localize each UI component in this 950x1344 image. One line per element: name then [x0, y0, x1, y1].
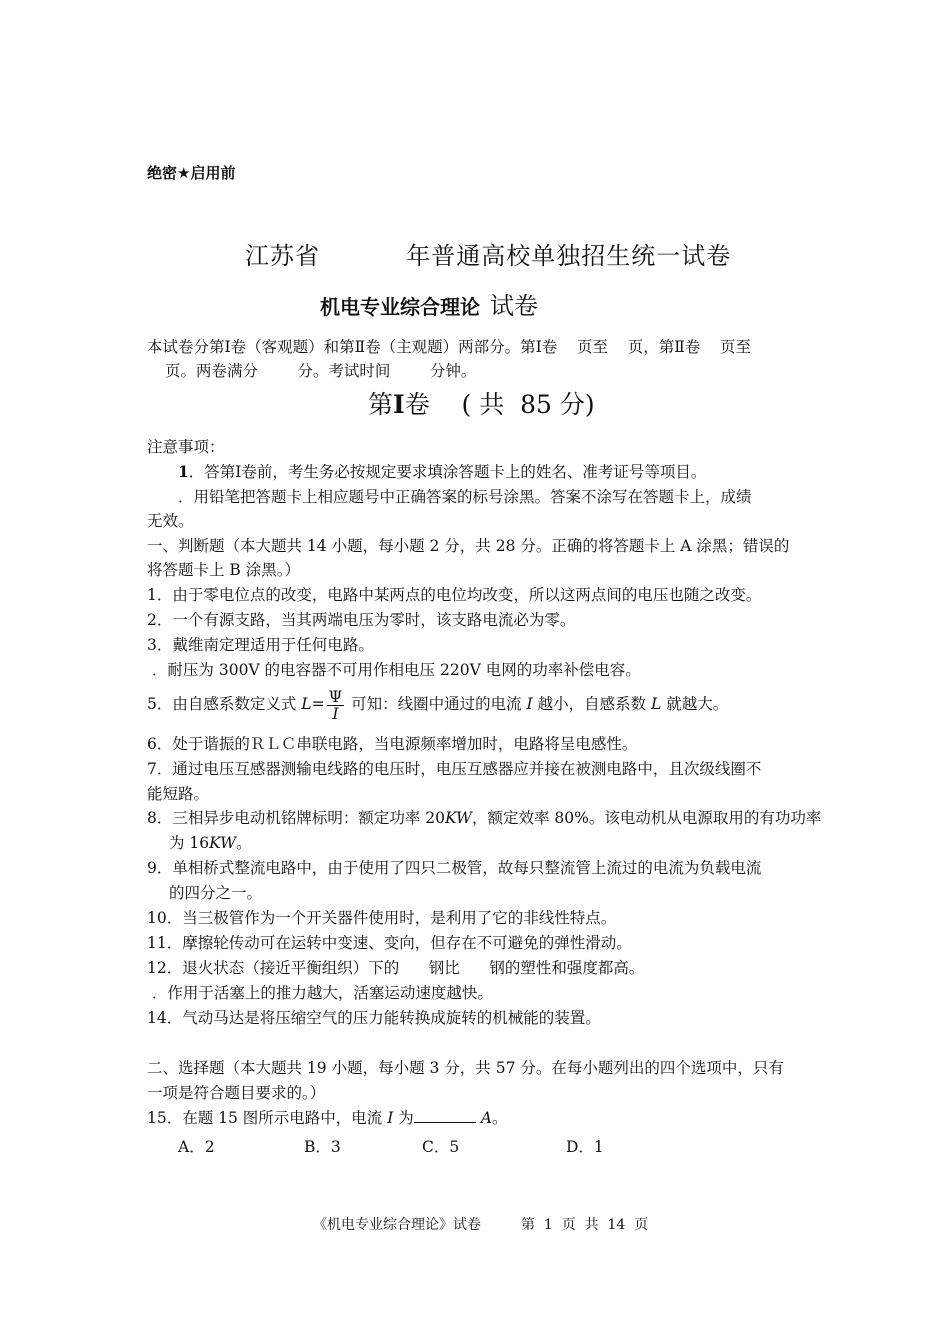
question-9: 9．单相桥式整流电路中，由于使用了四只二极管，故每只整流管上流过的电流为负载电流: [147, 859, 762, 877]
q5-frac-den: I: [332, 704, 339, 723]
q8-text-b: ，额定效率 80%。该电动机从电源取用的有功功率: [471, 809, 822, 827]
q5-L2: L: [651, 695, 662, 713]
notes-heading: 注意事项：: [147, 438, 225, 456]
question-11: 11．摩擦轮传动可在运转中变速、变向，但存在不可避免的弹性滑动。: [147, 934, 632, 952]
q8-kw1: KW: [445, 809, 472, 827]
q5-I: I: [526, 695, 533, 713]
note-2: ．用铅笔把答题卡上相应题号中正确答案的标号涂黑。答案不涂写在答题卡上，成绩: [178, 488, 752, 506]
volume-heading: [368, 385, 595, 421]
question-15: [147, 1106, 817, 1131]
section1-heading-cont: 将答题卡上 B 涂黑。）: [147, 561, 300, 579]
option-a: A．2: [178, 1138, 215, 1156]
q5-fraction: [327, 689, 345, 722]
question-10: 10．当三极管作为一个开关器件使用时，是利用了它的非线性特点。: [147, 909, 617, 927]
section2-heading: 二、选择题（本大题共 19 小题，每小题 3 分，共 57 分。在每小题列出的四个选项中，只有: [147, 1059, 784, 1077]
question-6: 6．处于谐振的ＲＬＣ串联电路，当电源频率增加时，电路将呈电感性。: [147, 735, 638, 753]
section2-heading-cont: 一项是符合题目要求的。）: [147, 1084, 326, 1102]
page-footer: [313, 1214, 648, 1234]
subject-suffix: 试卷: [490, 292, 538, 320]
volume-suffix: 卷 ( 共 85 分): [404, 390, 595, 419]
question-5: [147, 683, 817, 725]
intro-line: 本试卷分第Ⅰ卷（客观题）和第Ⅱ卷（主观题）两部分。第Ⅰ卷 页至 页，第Ⅱ卷 页至: [147, 338, 751, 356]
question-7: 7．通过电压互感器测输电线路的电压时，电压互感器应并接在被测电路中，且次级线圈不: [147, 760, 762, 778]
q15-I: I: [387, 1109, 394, 1127]
volume-roman: I: [393, 390, 405, 419]
section1-heading: 一、判断题（本大题共 14 小题，每小题 2 分，共 28 分。正确的将答题卡上 A 涂黑；错误的: [147, 537, 790, 555]
note-1-text: ．答第Ⅰ卷前，考生务必按规定要求填涂答题卡上的姓名、准考证号等项目。: [188, 463, 707, 481]
option-b: B．3: [304, 1138, 341, 1156]
subject-title: [320, 286, 538, 321]
volume-prefix: 第: [368, 390, 394, 419]
q15-end: 。: [491, 1109, 508, 1127]
question-9-cont: 的四分之一。: [169, 884, 263, 902]
question-12: 12．退火状态（接近平衡组织）下的 钢比 钢的塑性和强度都高。: [147, 959, 645, 977]
subject-name: 机电专业综合理论: [320, 295, 480, 319]
q8-text-c: 为 16: [169, 834, 210, 852]
note-2-cont: 无效。: [147, 512, 194, 530]
q8-text-d: 。: [236, 834, 252, 852]
q15-text-b: 为: [393, 1109, 414, 1127]
exam-title: 江苏省 年普通高校单独招生统一试卷: [245, 242, 732, 270]
q5-eq: =: [311, 695, 325, 713]
note-1: [178, 460, 848, 485]
q5-frac-num: Ψ: [328, 687, 343, 706]
question-2: 2．一个有源支路，当其两端电压为零时，该支路电流必为零。: [147, 611, 576, 629]
confidential-label: 绝密★启用前: [147, 164, 236, 182]
question-14: 14．气动马达是将压缩空气的压力能转换成旋转的机械能的装置。: [147, 1009, 601, 1027]
footer-title: 《机电专业综合理论》试卷: [313, 1217, 481, 1233]
q8-text-a: 8．三相异步电动机铭牌标明：额定功率 20: [147, 809, 446, 827]
q5-text-a: 5．由自感系数定义式: [147, 695, 302, 713]
q5-L: L: [301, 695, 312, 713]
q5-text-b: 可知：线圈中通过的电流: [346, 695, 527, 713]
q8-kw2: KW: [209, 834, 237, 852]
question-8: [147, 806, 822, 831]
option-d: D．1: [566, 1138, 604, 1156]
answer-blank: [414, 1108, 476, 1123]
question-3: 3．戴维南定理适用于任何电路。: [147, 636, 374, 654]
q5-text-c: 越小，自感系数: [532, 695, 652, 713]
question-13: ．作用于活塞上的推力越大，活塞运动速度越快。: [147, 984, 493, 1002]
question-4: ．耐压为 300V 的电容器不可用作相电压 220V 电网的功率补偿电容。: [147, 661, 641, 679]
intro-line-cont: 页。两卷满分 分。考试时间 分钟。: [165, 362, 477, 380]
question-7-cont: 能短路。: [147, 785, 210, 803]
question-1: 1．由于零电位点的改变，电路中某两点的电位均改变，所以这两点间的电压也随之改变。: [147, 586, 762, 604]
question-8-cont: [169, 831, 839, 856]
q5-text-d: 就越大。: [661, 695, 729, 713]
note-1-num: 1: [178, 462, 189, 481]
q15-unit: A: [480, 1109, 492, 1127]
footer-page: 第 1 页 共 14 页: [521, 1217, 649, 1233]
option-c: C．5: [422, 1138, 460, 1156]
q15-text-a: 15．在题 15 图所示电路中，电流: [147, 1109, 388, 1127]
